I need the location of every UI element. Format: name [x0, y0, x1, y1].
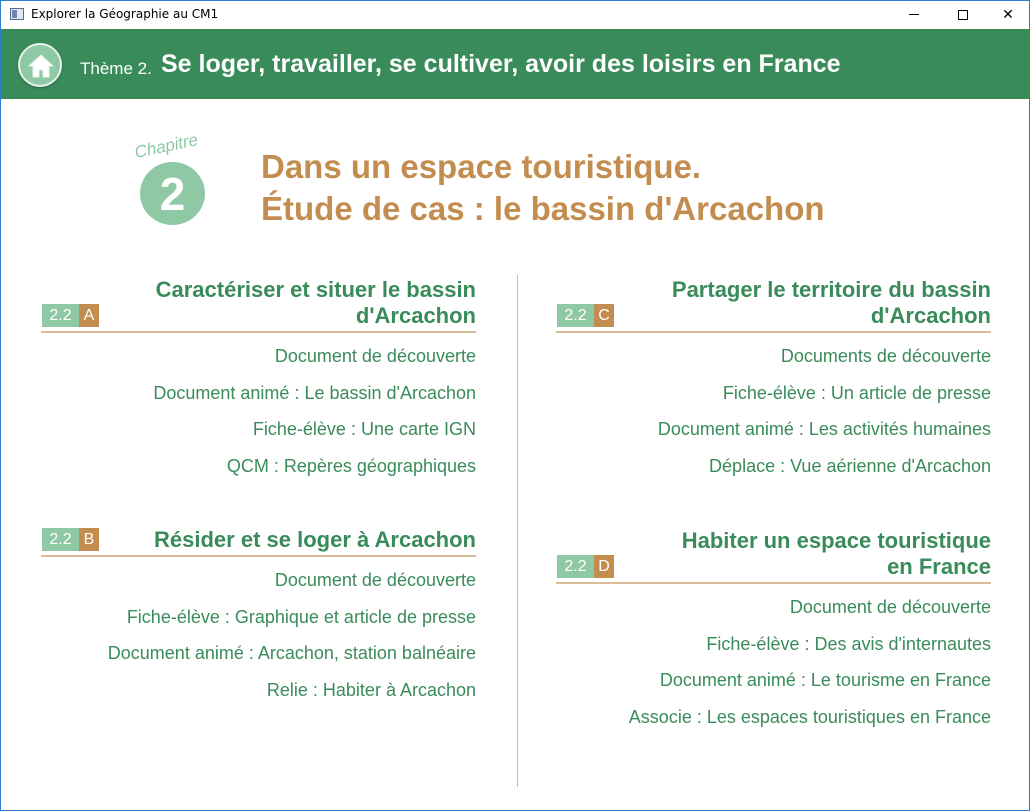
activity-list: [41, 568, 476, 714]
home-button[interactable]: [18, 43, 62, 87]
activity-link[interactable]: QCM : Repères géographiques: [226, 455, 476, 476]
badge-number: 2.2: [557, 304, 594, 327]
section-2-2-b: [41, 527, 476, 714]
section-header: [41, 277, 476, 333]
activity-link[interactable]: Fiche-élève : Des avis d'internautes: [706, 633, 991, 654]
activity-list: [41, 344, 476, 490]
badge-number: 2.2: [557, 555, 594, 578]
activity-link[interactable]: Document animé : Le tourisme en France: [659, 670, 991, 691]
title-bar: [1, 1, 1029, 28]
activity-link[interactable]: Document de découverte: [789, 597, 991, 617]
section-header: [41, 527, 476, 557]
section-badge: [42, 528, 99, 551]
badge-letter: A: [79, 304, 99, 327]
close-icon: ✕: [1002, 6, 1014, 23]
section-title[interactable]: [41, 527, 476, 555]
activity-link[interactable]: Document animé : Arcachon, station balnéaire: [107, 643, 476, 664]
section-title[interactable]: [41, 277, 476, 331]
section-badge: [42, 304, 99, 327]
section-badge: [557, 304, 614, 327]
section-2-2-a: [41, 277, 476, 490]
section-title-line1: Caractériser et situer le bassin: [155, 277, 476, 302]
activity-list: [556, 595, 991, 741]
chapter-title-line2: Étude de cas : le bassin d'Arcachon: [261, 190, 825, 227]
maximize-icon: [958, 10, 968, 20]
close-button[interactable]: [985, 1, 1030, 28]
chapter-title: [261, 146, 825, 230]
column-divider: [517, 275, 518, 787]
activity-link[interactable]: Fiche-élève : Graphique et article de presse: [126, 606, 476, 627]
badge-letter: B: [79, 528, 99, 551]
section-title-line1: Partager le territoire du bassin: [671, 277, 991, 302]
section-title-line1: Résider et se loger à Arcachon: [154, 527, 476, 552]
minimize-button[interactable]: [891, 1, 937, 28]
theme-header: [1, 29, 1029, 99]
activity-link[interactable]: Document animé : Le bassin d'Arcachon: [153, 382, 476, 403]
activity-link[interactable]: Documents de découverte: [780, 346, 991, 366]
theme-prefix: Thème 2.: [80, 59, 152, 78]
section-title[interactable]: [556, 528, 991, 582]
badge-letter: C: [594, 304, 614, 327]
section-title-line2: en France: [887, 554, 991, 579]
section-header: [556, 277, 991, 333]
chapter-title-line1: Dans un espace touristique.: [261, 148, 702, 185]
section-header: [556, 528, 991, 584]
activity-link[interactable]: Document de découverte: [274, 346, 476, 366]
activity-link[interactable]: Fiche-élève : Une carte IGN: [252, 419, 476, 440]
section-title-line2: d'Arcachon: [870, 303, 991, 328]
activity-link[interactable]: Associe : Les espaces touristiques en France: [628, 706, 991, 727]
window-title: Explorer la Géographie au CM1: [31, 7, 219, 21]
section-title[interactable]: [556, 277, 991, 331]
section-2-2-d: [556, 528, 991, 741]
activity-link[interactable]: Document de découverte: [274, 570, 476, 590]
chapter-number-badge: 2: [140, 162, 205, 225]
chapter-label: Chapitre: [132, 130, 200, 163]
activity-link[interactable]: Déplace : Vue aérienne d'Arcachon: [709, 455, 991, 476]
theme-title: Se loger, travailler, se cultiver, avoir des loisirs en France: [161, 50, 841, 78]
badge-number: 2.2: [42, 304, 79, 327]
badge-letter: D: [594, 555, 614, 578]
maximize-button[interactable]: [940, 1, 986, 28]
activity-link[interactable]: Relie : Habiter à Arcachon: [266, 679, 476, 700]
section-title-line2: d'Arcachon: [355, 303, 476, 328]
home-icon: [26, 51, 56, 81]
section-badge: [557, 555, 614, 578]
minimize-icon: [909, 14, 919, 15]
section-title-line1: Habiter un espace touristique: [681, 528, 991, 553]
activity-link[interactable]: Fiche-élève : Un article de presse: [722, 382, 991, 403]
section-2-2-c: [556, 277, 991, 490]
app-window-icon: [10, 8, 24, 20]
activity-list: [556, 344, 991, 490]
badge-number: 2.2: [42, 528, 79, 551]
activity-link[interactable]: Document animé : Les activités humaines: [657, 419, 991, 440]
